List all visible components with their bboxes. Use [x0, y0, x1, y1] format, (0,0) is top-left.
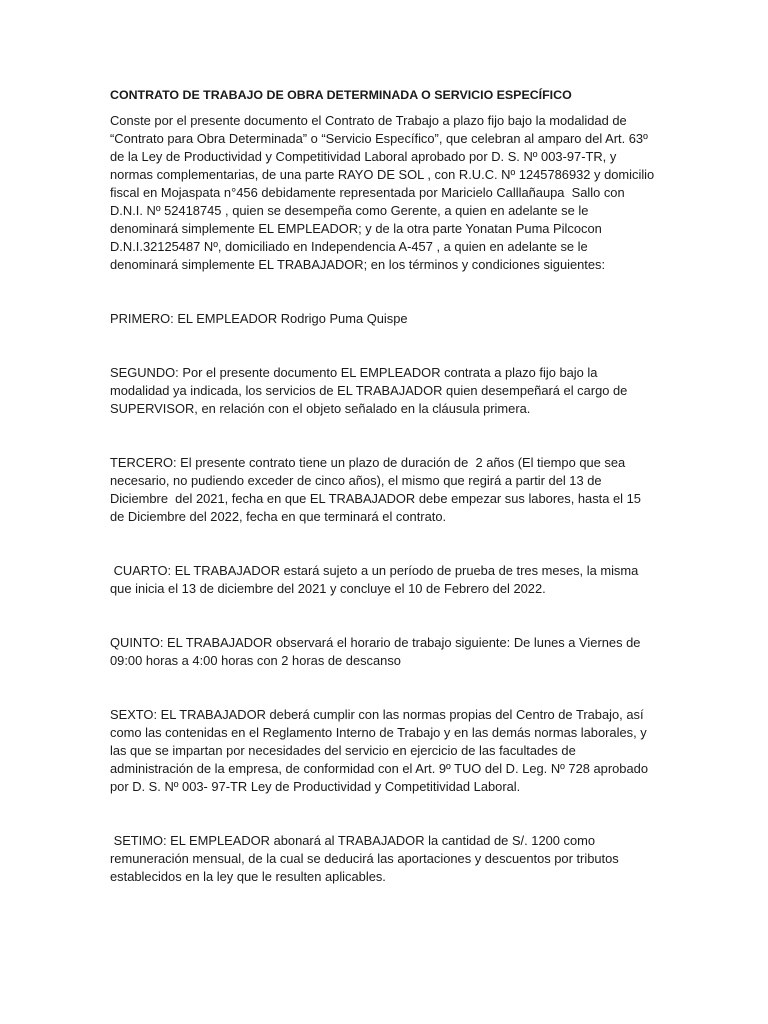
- clause-sexto: SEXTO: EL TRABAJADOR deberá cumplir con las normas propias del Centro de Trabajo, así como las contenidas en el Reglamento Interno de Trabajo y en las demás normas laborales, y las que se impartan por necesidades del servicio en ejercicio de las facultades de administración de la empresa, de conformidad con el Art. 9º TUO del D. Leg. Nº 728 aprobado por D. S. Nº 003- 97-TR Ley de Productividad y Competitividad Laboral.: [110, 707, 652, 794]
- clause-tercero: TERCERO: El presente contrato tiene un plazo de duración de 2 años (El tiempo que sea necesario, no pudiendo exceder de cinco años), el mismo que regirá a partir del 13 de Diciembre del 2021, fecha en que EL TRABAJADOR debe empezar sus labores, hasta el 15 de Diciembre del 2022, fecha en que terminará el contrato.: [110, 455, 645, 524]
- intro-paragraph: Conste por el presente documento el Contrato de Trabajo a plazo fijo bajo la modalidad de “Contrato para Obra Determinada” o “Servicio Específico”, que celebran al amparo del Art. 63º de la Ley de Productividad y Competitividad Laboral aprobado por D. S. Nº 003-97-TR, y normas complementarias, de una parte RAYO DE SOL , con R.U.C. Nº 1245786932 y domicilio fiscal en Mojaspata n°456 debidamente representada por Maricielo Calllañaupa Sallo con D.N.I. Nº 52418745 , quien se desempeña como Gerente, a quien en adelante se le denominará simplemente EL EMPLEADOR; y de la otra parte Yonatan Puma Pilcocon D.N.I.32125487 Nº, domiciliado en Independencia A-457 , a quien en adelante se le denominará simplemente EL TRABAJADOR; en los términos y condiciones siguientes:: [110, 113, 658, 272]
- clause-cuarto: CUARTO: EL TRABAJADOR estará sujeto a un período de prueba de tres meses, la misma que inicia el 13 de diciembre del 2021 y concluye el 10 de Febrero del 2022.: [110, 563, 642, 596]
- document-title: CONTRATO DE TRABAJO DE OBRA DETERMINADA O SERVICIO ESPECÍFICO: [110, 88, 572, 102]
- clause-segundo: SEGUNDO: Por el presente documento EL EMPLEADOR contrata a plazo fijo bajo la modalidad ya indicada, los servicios de EL TRABAJADOR quien desempeñará el cargo de SUPERVISOR, en relación con el objeto señalado en la cláusula primera.: [110, 365, 631, 416]
- clause-primero: PRIMERO: EL EMPLEADOR Rodrigo Puma Quispe: [110, 311, 408, 326]
- document-body: [110, 86, 658, 886]
- clause-quinto: QUINTO: EL TRABAJADOR observará el horario de trabajo siguiente: De lunes a Viernes de 09:00 horas a 4:00 horas con 2 horas de descanso: [110, 635, 645, 668]
- clause-setimo: SETIMO: EL EMPLEADOR abonará al TRABAJADOR la cantidad de S/. 1200 como remuneración mensual, de la cual se deducirá las aportaciones y descuentos por tributos establecidos en la ley que le resulten aplicables.: [110, 833, 623, 884]
